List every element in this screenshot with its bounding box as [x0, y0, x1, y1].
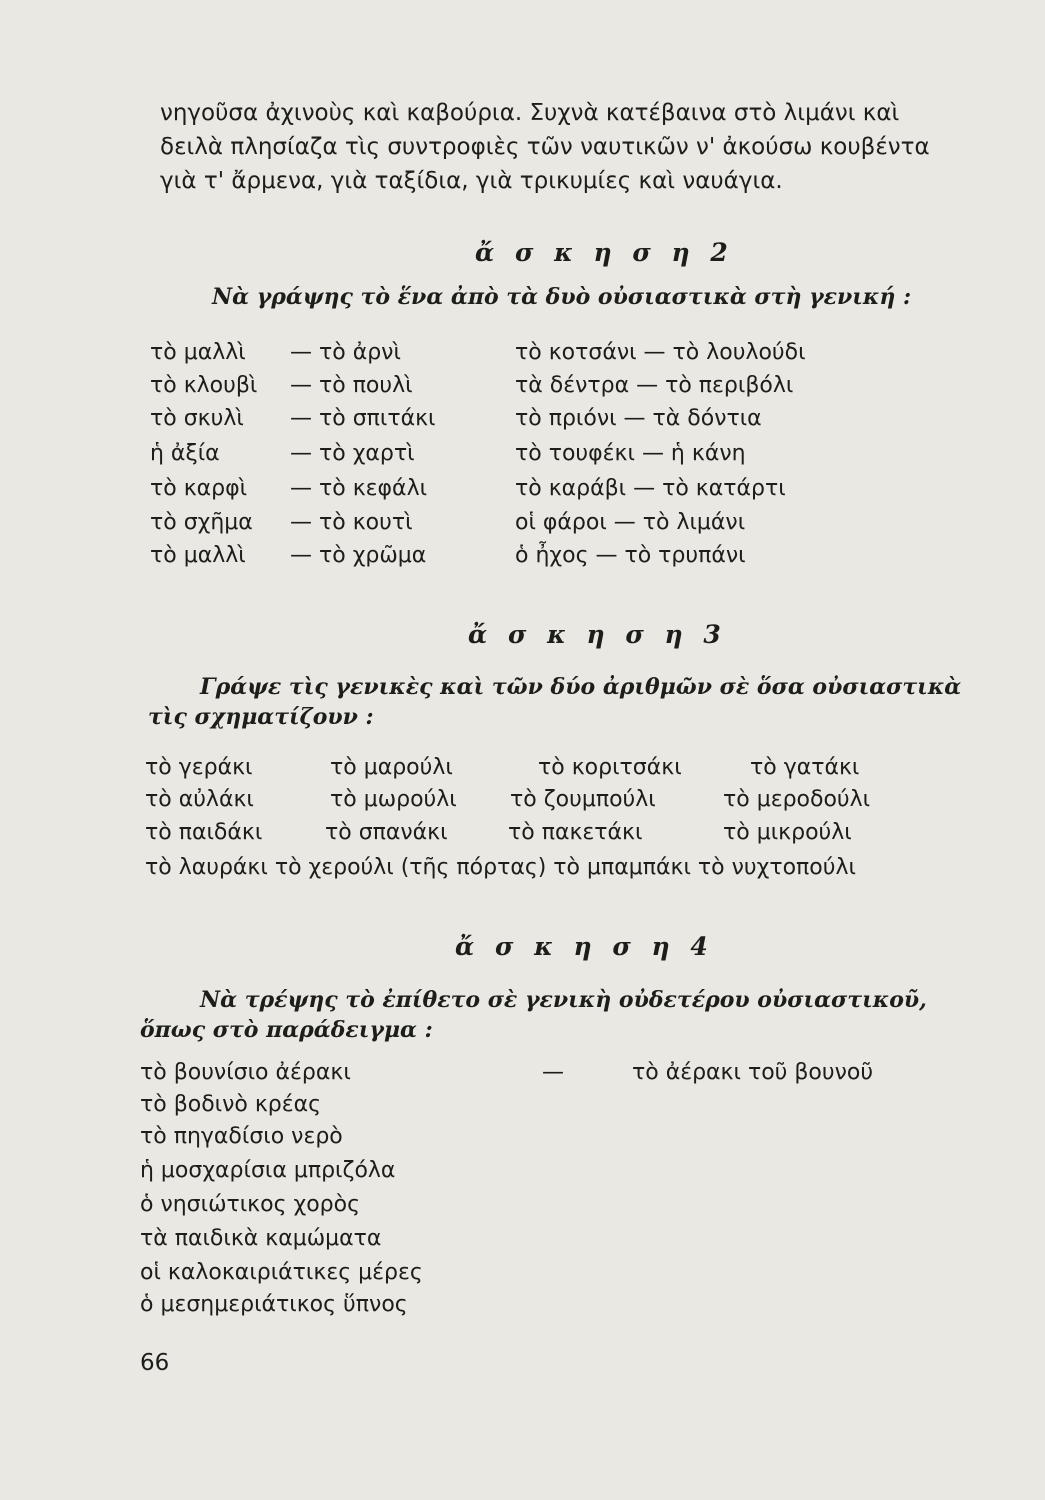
noun: τὸ κοριτσάκι [538, 755, 682, 780]
noun: τὸ σπανάκι [325, 820, 448, 845]
exercise4-item: οἱ καλοκαιριάτικες μέρες [140, 1260, 423, 1285]
noun-pair: — τὸ κουτὶ [290, 510, 413, 535]
exercise4-item: ἡ μοσχαρίσια μπριζόλα [140, 1158, 396, 1183]
intro-line: νηγοῦσα ἀχινοὺς καὶ καβούρια. Συχνὰ κατέβαινα στὸ λιμάνι καὶ [160, 100, 900, 126]
page-number: 66 [140, 1350, 170, 1376]
example-answer: τὸ ἀέρακι τοῦ βουνοῦ [632, 1060, 874, 1085]
noun-pair-right: τὸ καράβι — τὸ κατάρτι [515, 476, 786, 501]
noun: τὸ γατάκι [750, 755, 860, 780]
exercise4-item: ὁ νησιώτικος χορὸς [140, 1192, 361, 1217]
noun-pair: — τὸ πουλὶ [290, 373, 413, 398]
exercise4-item: ὁ μεσημεριάτικος ὕπνος [140, 1292, 408, 1317]
noun-left: τὸ κλουβὶ [150, 373, 258, 398]
noun-pair: — τὸ σπιτάκι [290, 406, 436, 431]
noun-left: τὸ σκυλὶ [150, 406, 244, 431]
noun-pair: — τὸ χαρτὶ [290, 441, 415, 466]
noun-left: ἡ ἀξία [150, 441, 220, 466]
noun-left: τὸ μαλλὶ [150, 543, 246, 568]
noun: τὸ γεράκι [145, 755, 253, 780]
noun-pair-right: τὸ τουφέκι — ἡ κάνη [515, 441, 746, 466]
exercise4-instruction-line: Νὰ τρέψης τὸ ἐπίθετο σὲ γενικὴ οὐδετέρου οὐσιαστικοῦ, [200, 987, 927, 1013]
noun: τὸ αὐλάκι [145, 787, 254, 812]
noun-pair: — τὸ κεφάλι [290, 476, 428, 501]
noun-pair-right: τὸ πριόνι — τὰ δόντια [515, 406, 762, 431]
noun: τὸ μικρούλι [723, 820, 852, 845]
intro-paragraph [160, 96, 1000, 198]
noun-pair-right: οἱ φάροι — τὸ λιμάνι [515, 510, 746, 535]
exercise4-instruction-line: ὅπως στὸ παράδειγμα : [140, 1017, 433, 1043]
noun-pair-right: τὸ κοτσάνι — τὸ λουλούδι [515, 340, 806, 365]
example-phrase: τὸ βουνίσιο ἀέρακι [140, 1060, 351, 1085]
noun: τὸ ζουμπούλι [510, 787, 656, 812]
noun-pair: — τὸ χρῶμα [290, 543, 427, 568]
exercise3-instruction-line: Γράψε τὶς γενικὲς καὶ τῶν δύο ἀριθμῶν σὲ ὅσα οὐσιαστικὰ [200, 674, 962, 700]
exercise4-item: τὸ πηγαδίσιο νερὸ [140, 1124, 343, 1149]
exercise3-instruction-line: τὶς σχηματίζουν : [148, 704, 374, 730]
exercise3-title: ἄ σ κ η σ η 3 [468, 620, 727, 649]
exercise4-item: τὸ βοδινὸ κρέας [140, 1092, 322, 1117]
intro-line: δειλὰ πλησίαζα τὶς συντροφιὲς τῶν ναυτικῶν ν' ἀκούσω κουβέντα [160, 134, 930, 160]
noun-pair: — τὸ ἀρνὶ [290, 340, 401, 365]
noun: τὸ μεροδούλι [723, 787, 871, 812]
noun-pair-right: ὁ ἦχος — τὸ τρυπάνι [515, 543, 746, 568]
noun-left: τὸ καρφὶ [150, 476, 248, 501]
exercise2-title: ἄ σ κ η σ η 2 [475, 238, 734, 267]
exercise4-item: τὰ παιδικὰ καμώματα [140, 1226, 382, 1251]
exercise4-title: ἄ σ κ η σ η 4 [455, 932, 714, 961]
exercise2-instruction: Νὰ γράψης τὸ ἕνα ἀπὸ τὰ δυὸ οὐσιαστικὰ στὴ γενική : [212, 284, 912, 310]
noun-left: τὸ μαλλὶ [150, 340, 246, 365]
noun: τὸ πακετάκι [508, 820, 643, 845]
noun: τὸ παιδάκι [145, 820, 263, 845]
noun: τὸ μαρούλι [330, 755, 453, 780]
noun-pair-right: τὰ δέντρα — τὸ περιβόλι [515, 373, 794, 398]
noun-left: τὸ σχῆμα [150, 510, 253, 535]
intro-line: γιὰ τ' ἄρμενα, γιὰ ταξίδια, γιὰ τρικυμίες καὶ ναυάγια. [160, 168, 783, 194]
example-dash: — [542, 1060, 564, 1085]
noun-list-line: τὸ λαυράκι τὸ χερούλι (τῆς πόρτας) τὸ μπαμπάκι τὸ νυχτοπούλι [145, 855, 856, 880]
noun: τὸ μωρούλι [330, 787, 457, 812]
